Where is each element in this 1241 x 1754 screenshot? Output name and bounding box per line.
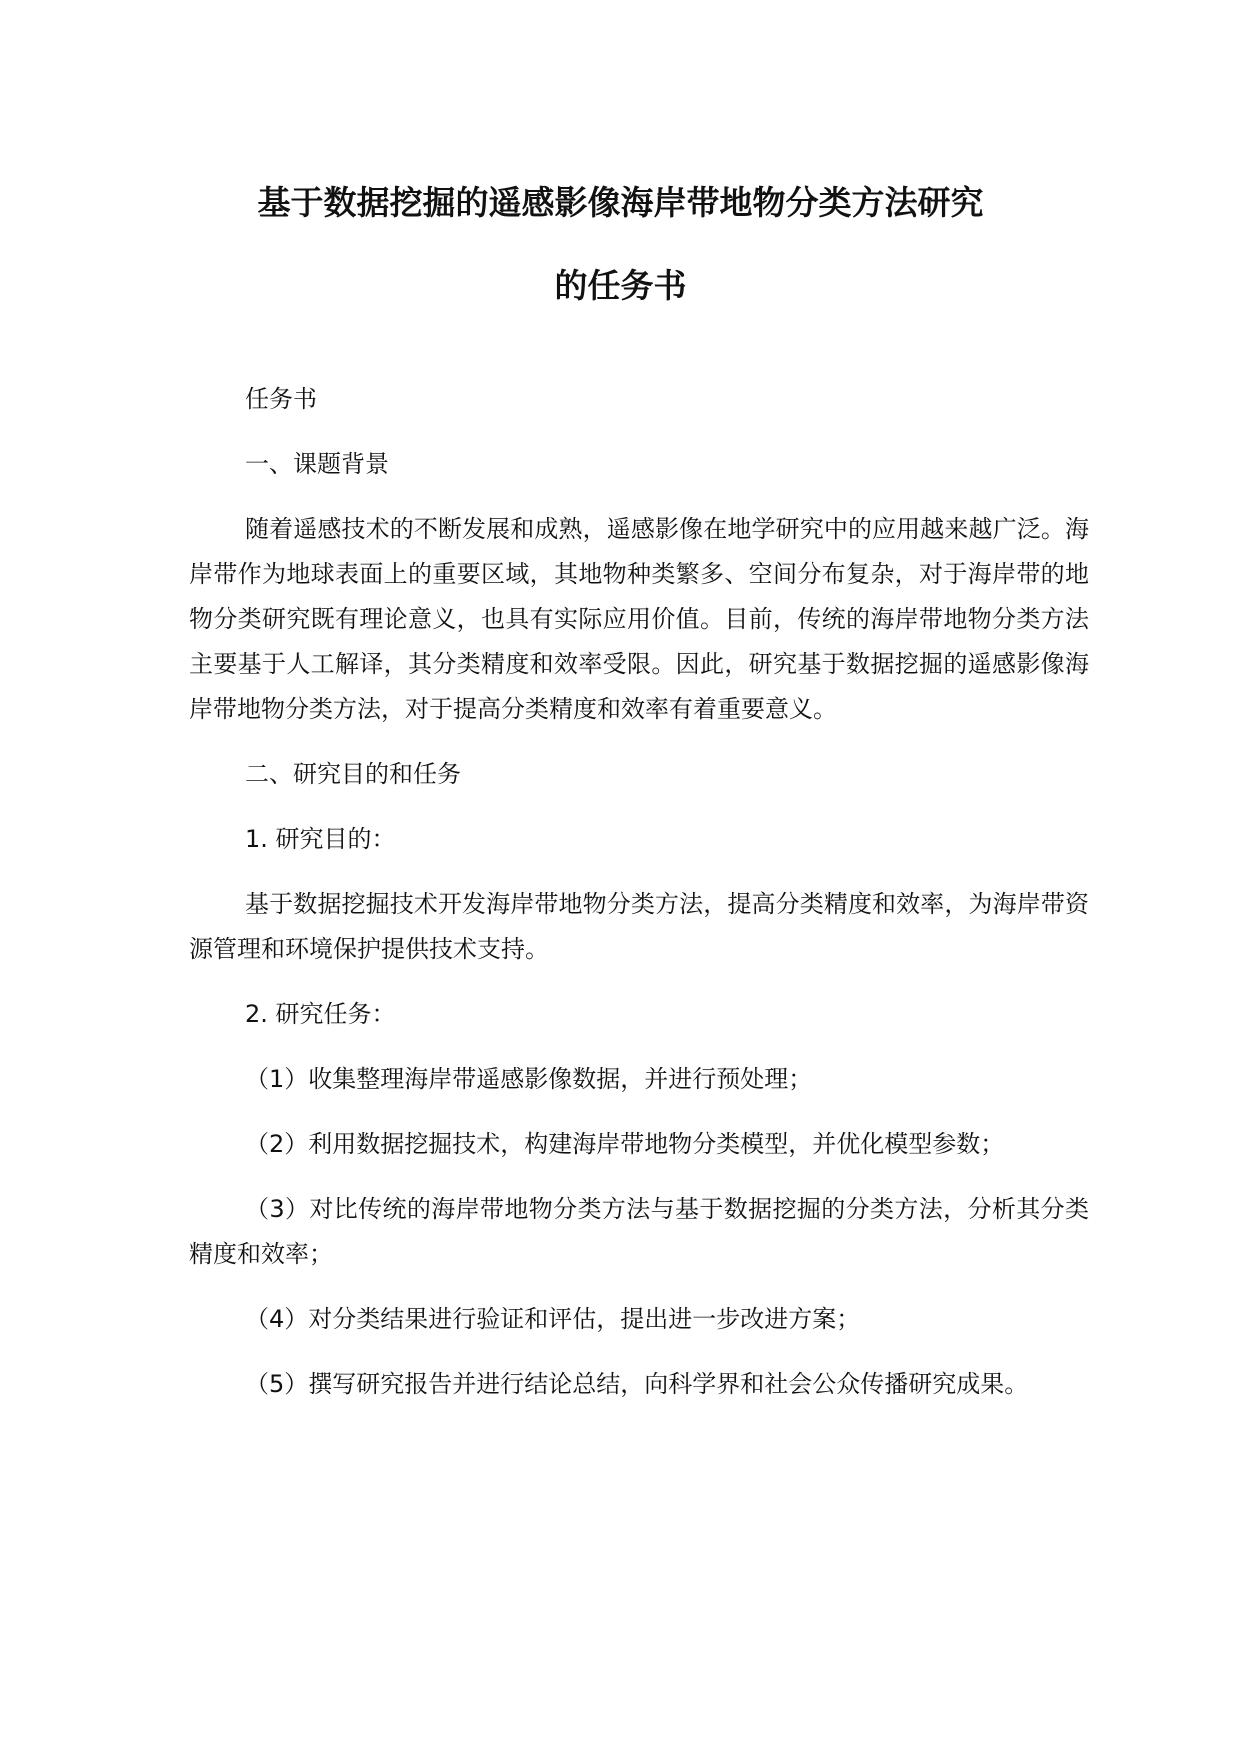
document-body — [189, 377, 1089, 1427]
section-label-task-book: 任务书 — [245, 385, 317, 413]
subheading-tasks: 2. 研究任务： — [245, 1000, 396, 1028]
task-item-3: （3）对比传统的海岸带地物分类方法与基于数据挖掘的分类方法，分析其分类精度和效率； — [189, 1195, 1089, 1268]
task-item-2: （2）利用数据挖掘技术，构建海岸带地物分类模型，并优化模型参数； — [245, 1130, 1005, 1158]
section-heading-background: 一、课题背景 — [245, 450, 389, 478]
document-title-line-2: 的任务书 — [554, 266, 687, 305]
document-title-line-1: 基于数据挖掘的遥感影像海岸带地物分类方法研究 — [257, 183, 984, 222]
task-item-5: （5）撰写研究报告并进行结论总结，向科学界和社会公众传播研究成果。 — [245, 1370, 1029, 1398]
task-item-4: （4）对分类结果进行验证和评估，提出进一步改进方案； — [245, 1305, 861, 1333]
background-paragraph: 随着遥感技术的不断发展和成熟，遥感影像在地学研究中的应用越来越广泛。海岸带作为地球表面上的重要区域，其地物种类繁多、空间分布复杂，对于海岸带的地物分类研究既有理论意义，也具有实际应用价值。目前，传统的海岸带地物分类方法主要基于人工解译，其分类精度和效率受限。因此，研究基于数据挖掘的遥感影像海岸带地物分类方法，对于提高分类精度和效率有着重要意义。 — [189, 515, 1089, 723]
purpose-paragraph: 基于数据挖掘技术开发海岸带地物分类方法，提高分类精度和效率，为海岸带资源管理和环境保护提供技术支持。 — [189, 890, 1089, 963]
section-heading-purpose-tasks: 二、研究目的和任务 — [245, 760, 461, 788]
subheading-purpose: 1. 研究目的： — [245, 825, 396, 853]
task-item-1: （1）收集整理海岸带遥感影像数据，并进行预处理； — [245, 1065, 813, 1093]
